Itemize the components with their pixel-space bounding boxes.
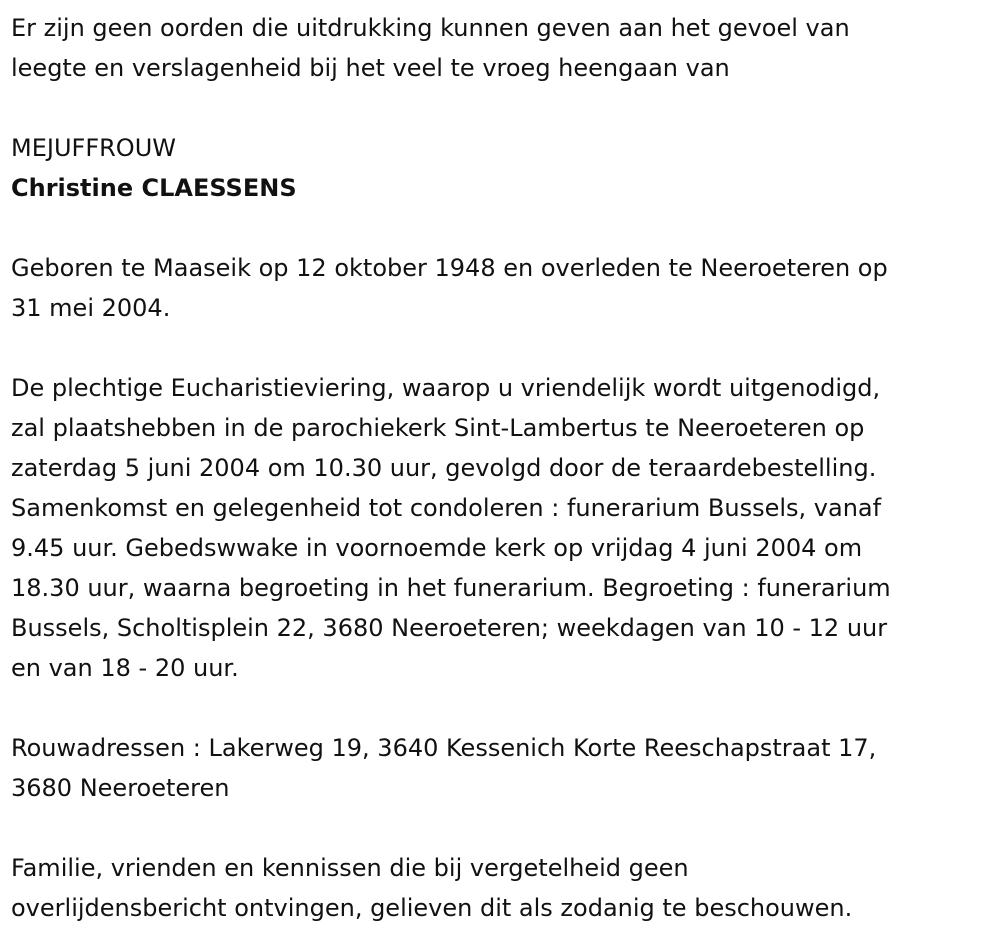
ceremony-line: zal plaatshebben in de parochiekerk Sint-Lambertus te Neeroeteren op: [11, 414, 865, 442]
closing-line: overlijdensbericht ontvingen, gelieven dit als zodanig te beschouwen.: [11, 894, 853, 922]
born-died-line: Geboren te Maaseik op 12 oktober 1948 en overleden te Neeroeteren op: [11, 254, 888, 282]
ceremony-line: Bussels, Scholtisplein 22, 3680 Neeroeteren; weekdagen van 10 - 12 uur: [11, 614, 888, 642]
ceremony-line: De plechtige Eucharistieviering, waarop u vriendelijk wordt uitgenodigd,: [11, 374, 881, 402]
blank-line: [11, 328, 990, 368]
address-line: 3680 Neeroeteren: [11, 774, 230, 802]
ceremony-line: 18.30 uur, waarna begroeting in het funerarium. Begroeting : funerarium: [11, 574, 891, 602]
blank-line: [11, 808, 990, 848]
deceased-title: MEJUFFROUW: [11, 134, 176, 162]
ceremony-line: Samenkomst en gelegenheid tot condoleren : funerarium Bussels, vanaf: [11, 494, 882, 522]
closing-line: Familie, vrienden en kennissen die bij vergetelheid geen: [11, 854, 689, 882]
blank-line: [11, 88, 990, 128]
born-died-line: 31 mei 2004.: [11, 294, 171, 322]
address-line: Rouwadressen : Lakerweg 19, 3640 Kessenich Korte Reeschapstraat 17,: [11, 734, 877, 762]
intro-line: leegte en verslagenheid bij het veel te vroeg heengaan van: [11, 54, 730, 82]
deceased-name: Christine CLAESSENS: [11, 174, 297, 202]
ceremony-line: en van 18 - 20 uur.: [11, 654, 239, 682]
blank-line: [11, 208, 990, 248]
intro-line: Er zijn geen oorden die uitdrukking kunnen geven aan het gevoel van: [11, 14, 850, 42]
blank-line: [11, 688, 990, 728]
ceremony-line: 9.45 uur. Gebedswwake in voornoemde kerk op vrijdag 4 juni 2004 om: [11, 534, 863, 562]
ceremony-line: zaterdag 5 juni 2004 om 10.30 uur, gevolgd door de teraardebestelling.: [11, 454, 877, 482]
